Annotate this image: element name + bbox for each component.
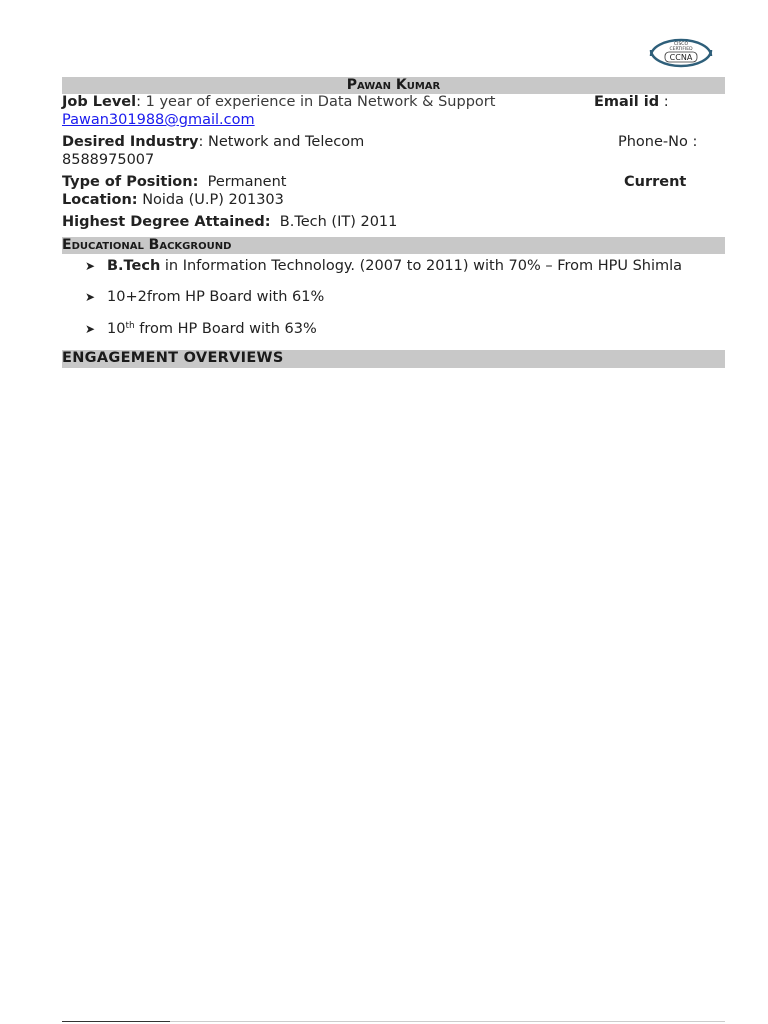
current-label: Current <box>624 174 687 190</box>
arrow-bullet-icon: ➤ <box>85 322 96 336</box>
education-item-3-base: 10 <box>107 321 126 337</box>
phone-row <box>62 151 154 169</box>
education-heading-bar <box>62 237 725 254</box>
footer-rule-accent <box>62 1021 170 1022</box>
email-label-row: Email id : <box>594 94 669 110</box>
education-item-1-text: in Information Technology. (2007 to 2011) with 70% – From HPU Shimla <box>160 258 683 274</box>
phone-label-row: Phone-No : <box>618 134 698 150</box>
education-item-2-text: 10+2from HP Board with 61% <box>107 289 325 305</box>
logo-line2: CERTIFIED <box>669 47 693 52</box>
education-item-1 <box>85 257 682 275</box>
ccna-badge-icon <box>645 34 717 70</box>
job-level-value: 1 year of experience in Data Network & Support <box>145 94 496 110</box>
degree-label: Highest Degree Attained: <box>62 214 271 230</box>
job-level-label: Job Level <box>62 94 137 110</box>
degree-row <box>62 213 397 231</box>
industry-value: Network and Telecom <box>207 134 365 150</box>
email-label: Email id <box>594 94 660 110</box>
education-item-1-bold: B.Tech <box>107 258 161 274</box>
ccna-logo <box>645 34 717 70</box>
position-value: Permanent <box>207 174 287 190</box>
location-label: Location: <box>62 192 138 208</box>
location-value: Noida (U.P) 201303 <box>142 192 284 208</box>
education-item-3-sup: th <box>125 321 135 331</box>
logo-line3: CCNA <box>669 53 693 62</box>
phone-value: 8588975007 <box>62 152 155 168</box>
job-level-row <box>62 93 495 111</box>
engagement-heading: ENGAGEMENT OVERVIEWS <box>62 350 284 366</box>
industry-row: Desired Industry: Network and Telecom <box>62 134 365 150</box>
email-link[interactable]: Pawan301988@gmail.com <box>62 112 255 128</box>
position-row <box>62 173 286 191</box>
position-label: Type of Position: <box>62 174 199 190</box>
education-item-3 <box>85 320 317 338</box>
location-row <box>62 191 284 209</box>
candidate-name: Pawan Kumar <box>346 77 441 93</box>
current-label-row <box>624 173 686 191</box>
logo-line1: CISCO <box>673 42 689 47</box>
engagement-heading-bar <box>62 350 725 368</box>
phone-label: Phone-No <box>618 134 688 150</box>
education-heading: Educational Background <box>62 237 232 253</box>
education-item-2 <box>85 288 324 306</box>
education-item-3-text: from HP Board with 63% <box>134 321 317 337</box>
arrow-bullet-icon: ➤ <box>85 290 96 304</box>
job-level-colon: : <box>136 94 146 110</box>
name-header-bar <box>62 77 725 94</box>
industry-label: Desired Industry <box>62 134 199 150</box>
arrow-bullet-icon: ➤ <box>85 259 96 273</box>
footer-rule <box>62 1021 725 1022</box>
degree-value: B.Tech (IT) 2011 <box>279 214 398 230</box>
email-row <box>62 111 255 129</box>
